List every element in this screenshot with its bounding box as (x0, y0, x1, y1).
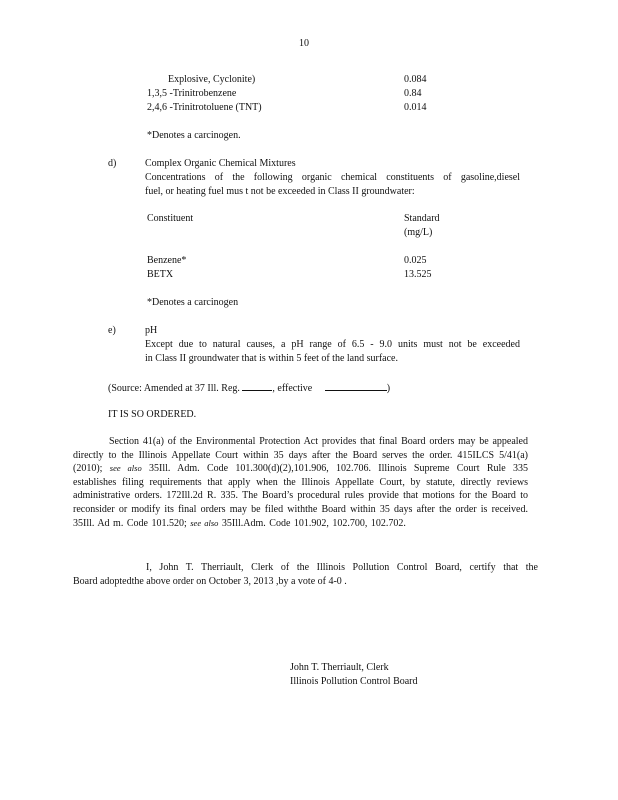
source-prefix: (Source: Amended at 37 Ill. Reg. (108, 383, 240, 394)
carcinogen-footnote: *Denotes a carcinogen. (147, 130, 241, 141)
table-row-value: 0.84 (404, 88, 422, 99)
table-row-value: 0.025 (404, 255, 427, 266)
so-ordered: IT IS SO ORDERED. (108, 409, 197, 420)
signature-org: Illinois Pollution Control Board (290, 676, 418, 687)
see-also-1: see also (109, 463, 142, 474)
certification-line1: I, John T. Therriault, Clerk of the Illinois Pollution Control Board, certify that the (146, 562, 538, 573)
constituent-column-header: Constituent (147, 213, 194, 224)
table-row-name: BETX (147, 269, 174, 280)
appeal-text-1: Section 41(a) of the Environmental Protection Act provides that final Board orders may be appealed directly to the Illinois Appellate Court within 35 days after the Board serves the order. 415ILCS 5/41(a) (2010); (73, 436, 528, 475)
section-e-body-line2: in Class II groundwater that is within 5 feet of the land surface. (145, 353, 398, 364)
section-e-body-line1: Except due to natural causes, a pH range of 6.5 - 9.0 units must not be exceeded (145, 339, 520, 350)
effective-date-blank (325, 380, 387, 391)
section-d-body-line1: Concentrations of the following organic chemical constituents of gasoline,diesel (145, 172, 520, 183)
standard-column-header: Standard (404, 213, 440, 224)
source-middle: , effective (272, 383, 313, 394)
carcinogen-footnote: *Denotes a carcinogen (147, 297, 239, 308)
table-row-value: 13.525 (404, 269, 432, 280)
section-d-label: d) (108, 158, 117, 169)
table-row-name: 2,4,6 -Trinitrotoluene (TNT) (147, 102, 262, 113)
section-d-heading: Complex Organic Chemical Mixtures (145, 158, 296, 169)
table-row-value: 0.014 (404, 102, 427, 113)
source-suffix: ) (386, 383, 391, 394)
table-row-name: Benzene* (147, 255, 187, 266)
section-d-body-line2: fuel, or heating fuel mus t not be exceeded in Class II groundwater: (145, 186, 415, 197)
unit-column-header: (mg/L) (404, 227, 433, 238)
source-note (108, 380, 390, 395)
signature-name: John T. Therriault, Clerk (290, 662, 389, 673)
section-e-label: e) (108, 325, 116, 336)
appeal-paragraph (73, 435, 528, 530)
table-row-name: Explosive, Cyclonite) (168, 74, 256, 85)
appeal-text-3: 35Ill.Adm. Code 101.902, 102.700, 102.702. (221, 517, 406, 529)
reg-blank (242, 380, 272, 391)
table-row-name: 1,3,5 -Trinitrobenzene (147, 88, 237, 99)
page-number: 10 (299, 38, 309, 49)
appeal-text-2: 35Ill. Adm. Code 101.300(d)(2),101.906, 102.706. Illinois Supreme Court Rule 335 establishes filing requirements that apply when the Illinois Appellate Court, by statute, directly reviews administrative orders. 172Ill.2d R. 335. The Board’s procedural rules provide that motions for the Board to reconsider or modify its final orders may be filed withthe Board within 35 days after the order is received. 35Ill. Ad m. Code 101.520; (73, 463, 529, 529)
table-row-value: 0.084 (404, 74, 427, 85)
certification-line2: Board adoptedthe above order on October 3, 2013 ,by a vote of 4-0 . (73, 576, 347, 587)
section-e-heading: pH (145, 325, 158, 336)
see-also-2: see also (190, 517, 219, 528)
